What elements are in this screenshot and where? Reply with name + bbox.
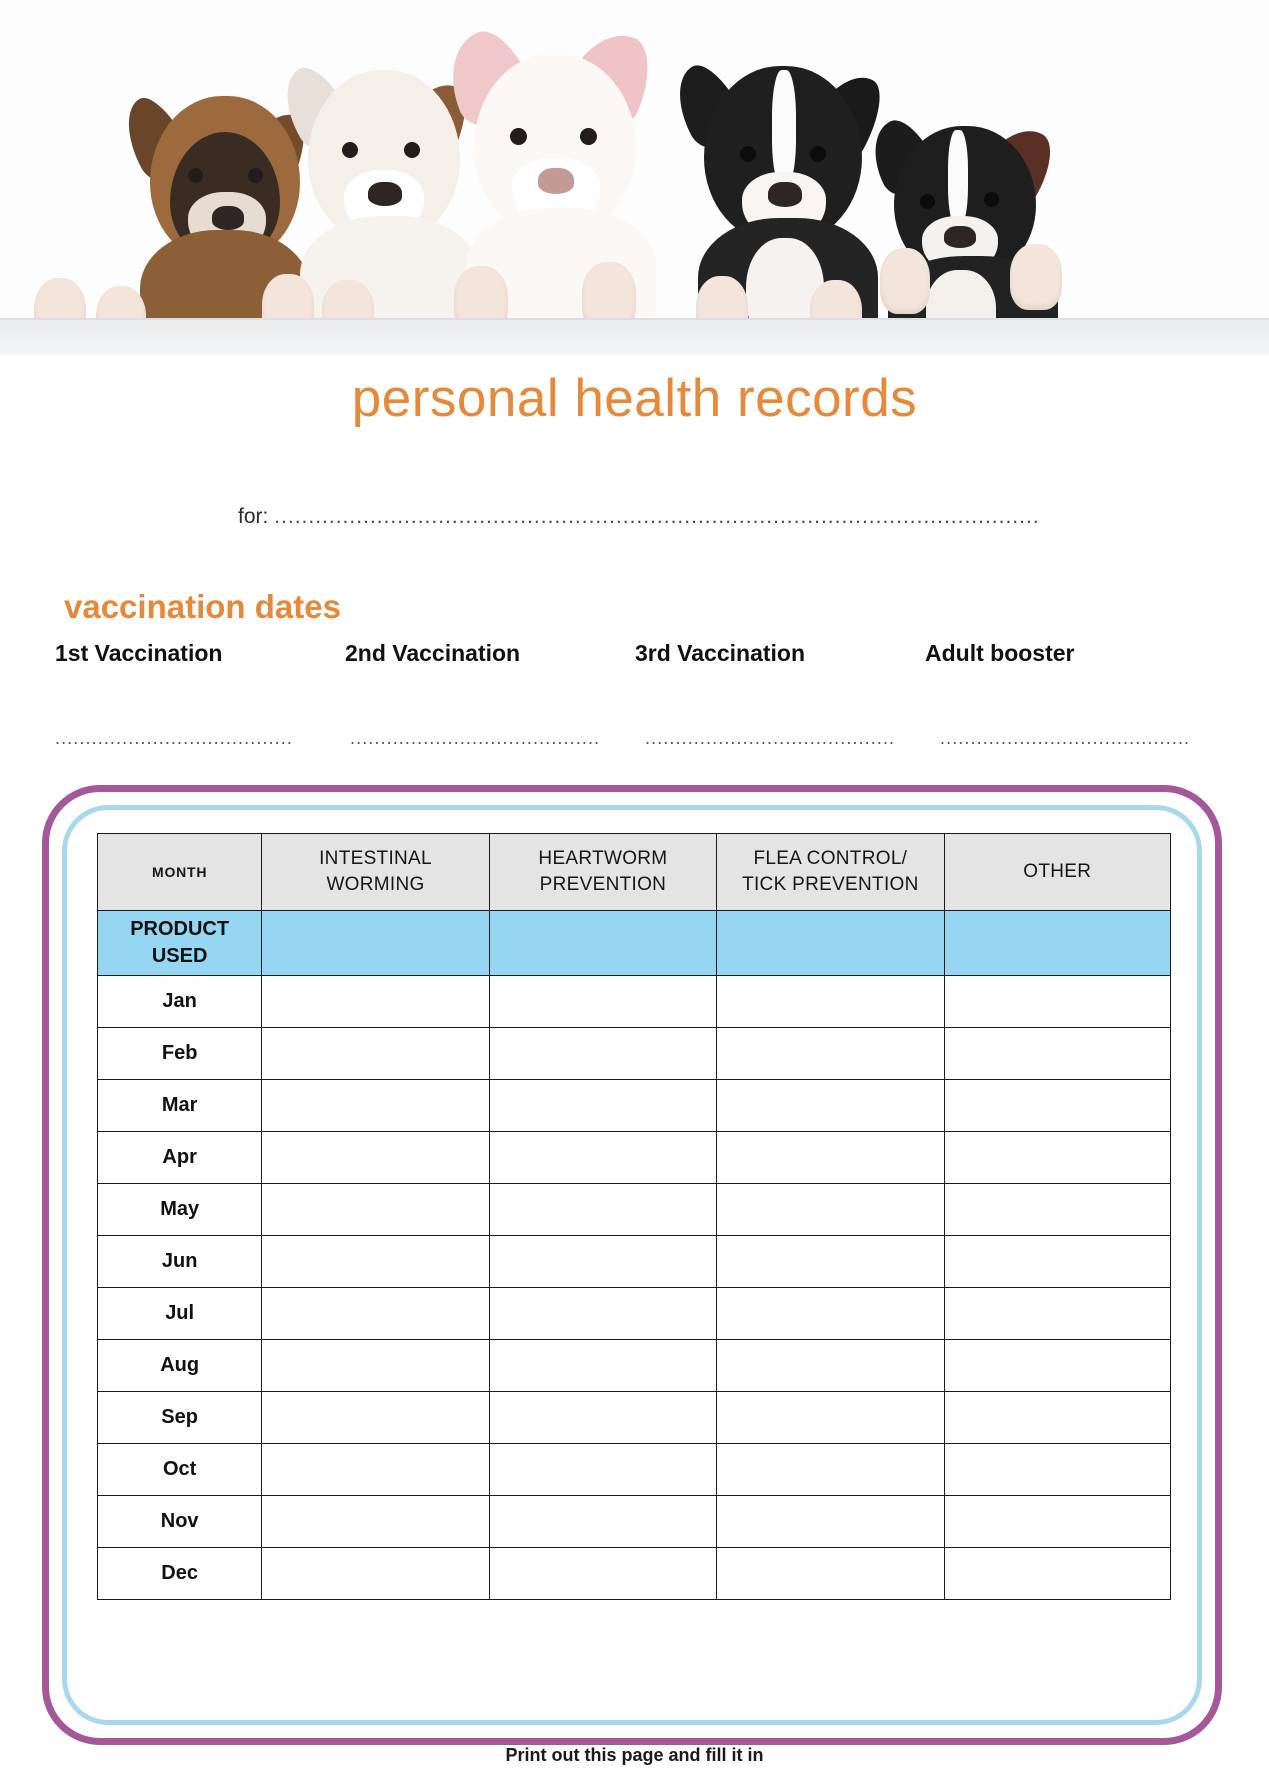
month-label: Aug: [98, 1340, 262, 1392]
puppy-eye: [188, 168, 203, 183]
month-label: Oct: [98, 1444, 262, 1496]
product-used-cell-heartworm[interactable]: [489, 911, 716, 976]
cell-worming[interactable]: [262, 1444, 489, 1496]
header-line-2: TICK PREVENTION: [742, 874, 919, 895]
month-label: Nov: [98, 1496, 262, 1548]
cell-flea-tick[interactable]: [717, 1288, 944, 1340]
cell-other[interactable]: [944, 1184, 1170, 1236]
table-row: [98, 1080, 1171, 1132]
header-line-2: PREVENTION: [539, 874, 667, 895]
puppy-eye: [580, 128, 597, 145]
puppy-eye: [740, 146, 756, 162]
puppy-eye: [510, 128, 527, 145]
column-header-month-line-1: MONTH: [151, 863, 208, 880]
table-row: [98, 1444, 1171, 1496]
photo-ledge: [0, 318, 1269, 355]
cell-other[interactable]: [944, 1548, 1170, 1600]
cell-worming[interactable]: [262, 976, 489, 1028]
puppy-1: [20, 40, 290, 330]
table-row: [98, 1028, 1171, 1080]
vaccination-header-1: 1st Vaccination: [55, 640, 223, 666]
photo-ledge-edge: [0, 318, 1269, 320]
cell-other[interactable]: [944, 1080, 1170, 1132]
header-line-2: WORMING: [326, 874, 425, 895]
puppy-eye: [810, 146, 826, 162]
cell-heartworm[interactable]: [489, 1080, 716, 1132]
cell-worming[interactable]: [262, 1392, 489, 1444]
header-line-1: INTESTINAL: [319, 848, 432, 870]
product-used-label: [98, 911, 262, 976]
puppy-nose: [212, 206, 244, 230]
vaccination-input-2[interactable]: .........................................: [350, 728, 601, 748]
product-used-cell-flea-tick[interactable]: [717, 911, 944, 976]
table-row: [98, 1184, 1171, 1236]
table-row: [98, 1496, 1171, 1548]
puppy-blaze: [948, 130, 968, 226]
puppies-photo: [0, 0, 1269, 355]
page-title: personal health records: [351, 369, 918, 428]
cell-heartworm[interactable]: [489, 1184, 716, 1236]
cell-flea-tick[interactable]: [717, 1080, 944, 1132]
cell-other[interactable]: [944, 1028, 1170, 1080]
cell-flea-tick[interactable]: [717, 1340, 944, 1392]
month-label: Feb: [98, 1028, 262, 1080]
cell-worming[interactable]: [262, 1288, 489, 1340]
month-label: Jun: [98, 1236, 262, 1288]
puppy-nose: [538, 168, 574, 194]
cell-heartworm[interactable]: [489, 1392, 716, 1444]
table-row: [98, 1548, 1171, 1600]
month-label: Jul: [98, 1288, 262, 1340]
cell-worming[interactable]: [262, 1496, 489, 1548]
cell-heartworm[interactable]: [489, 1028, 716, 1080]
cell-heartworm[interactable]: [489, 1340, 716, 1392]
product-used-row: [98, 911, 1171, 976]
table-header-row: [98, 834, 1171, 911]
puppy-blaze: [772, 70, 796, 186]
product-used-cell-other[interactable]: [944, 911, 1170, 976]
cell-worming[interactable]: [262, 1548, 489, 1600]
cell-other[interactable]: [944, 1444, 1170, 1496]
cell-heartworm[interactable]: [489, 1288, 716, 1340]
puppy-nose: [768, 182, 802, 207]
puppy-eye: [248, 168, 263, 183]
cell-worming[interactable]: [262, 1184, 489, 1236]
table-row: [98, 1236, 1171, 1288]
product-used-cell-worming[interactable]: [262, 911, 489, 976]
cell-flea-tick[interactable]: [717, 976, 944, 1028]
cell-other[interactable]: [944, 1132, 1170, 1184]
cell-flea-tick[interactable]: [717, 1236, 944, 1288]
month-label: Jan: [98, 976, 262, 1028]
vaccination-column-headers: [55, 640, 1215, 667]
table-row: [98, 976, 1171, 1028]
header-line-1: FLEA CONTROL/: [753, 848, 908, 870]
vaccination-date-lines: [55, 728, 1235, 749]
cell-heartworm[interactable]: [489, 1236, 716, 1288]
vaccination-section-title: vaccination dates: [64, 588, 341, 625]
column-header-other: [944, 834, 1170, 911]
vaccination-header-3: 3rd Vaccination: [635, 640, 806, 666]
vaccination-header-2: 2nd Vaccination: [345, 640, 521, 666]
column-header-month: [98, 834, 262, 911]
month-label: Sep: [98, 1392, 262, 1444]
product-used-line-1: PRODUCT: [130, 918, 230, 940]
puppy-eye: [404, 142, 420, 158]
puppy-5: [860, 108, 1110, 338]
owner-name-field[interactable]: [238, 505, 1038, 529]
cell-heartworm[interactable]: [489, 1548, 716, 1600]
cell-worming[interactable]: [262, 1132, 489, 1184]
vaccination-header-4: Adult booster: [925, 640, 1075, 666]
puppy-paw: [1010, 244, 1062, 310]
cell-flea-tick[interactable]: [717, 1496, 944, 1548]
cell-other[interactable]: [944, 1496, 1170, 1548]
cell-other[interactable]: [944, 1340, 1170, 1392]
cell-other[interactable]: [944, 976, 1170, 1028]
cell-other[interactable]: [944, 1392, 1170, 1444]
month-label: May: [98, 1184, 262, 1236]
column-header-heartworm-prevention: [489, 834, 716, 911]
cell-worming[interactable]: [262, 1236, 489, 1288]
column-header-flea-tick-prevention: [717, 834, 944, 911]
cell-flea-tick[interactable]: [717, 1132, 944, 1184]
puppy-nose: [368, 182, 402, 206]
cell-flea-tick[interactable]: [717, 1184, 944, 1236]
cell-heartworm[interactable]: [489, 1496, 716, 1548]
puppy-nose: [944, 226, 976, 248]
puppy-eye: [342, 142, 358, 158]
health-records-table: [97, 833, 1171, 1600]
vaccination-input-4[interactable]: .........................................: [940, 728, 1191, 748]
month-label: Mar: [98, 1080, 262, 1132]
for-label: for:: [238, 505, 269, 528]
table-row: [98, 1288, 1171, 1340]
puppy-paw: [880, 248, 930, 314]
cell-other[interactable]: [944, 1288, 1170, 1340]
cell-worming[interactable]: [262, 1340, 489, 1392]
vaccination-input-1[interactable]: .......................................: [55, 728, 293, 748]
puppy-eye: [984, 192, 999, 207]
month-label: Dec: [98, 1548, 262, 1600]
cell-flea-tick[interactable]: [717, 1548, 944, 1600]
footer-note: Print out this page and fill it in: [505, 1745, 764, 1765]
cell-other[interactable]: [944, 1236, 1170, 1288]
cell-worming[interactable]: [262, 1028, 489, 1080]
for-dotted-line: ................................................................................................................: [274, 505, 1040, 528]
table-row: [98, 1132, 1171, 1184]
cell-flea-tick[interactable]: [717, 1392, 944, 1444]
table-row: [98, 1392, 1171, 1444]
header-line-1: OTHER: [1023, 861, 1092, 883]
vaccination-input-3[interactable]: .........................................: [645, 728, 896, 748]
puppy-eye: [920, 194, 935, 209]
cell-flea-tick[interactable]: [717, 1028, 944, 1080]
header-banner: [0, 0, 1269, 487]
cell-heartworm[interactable]: [489, 1444, 716, 1496]
month-label: Apr: [98, 1132, 262, 1184]
cell-heartworm[interactable]: [489, 976, 716, 1028]
cell-heartworm[interactable]: [489, 1132, 716, 1184]
cell-flea-tick[interactable]: [717, 1444, 944, 1496]
cell-worming[interactable]: [262, 1080, 489, 1132]
column-header-intestinal-worming: [262, 834, 489, 911]
product-used-line-2: USED: [151, 945, 208, 967]
table-row: [98, 1340, 1171, 1392]
header-line-1: HEARTWORM: [538, 848, 668, 870]
